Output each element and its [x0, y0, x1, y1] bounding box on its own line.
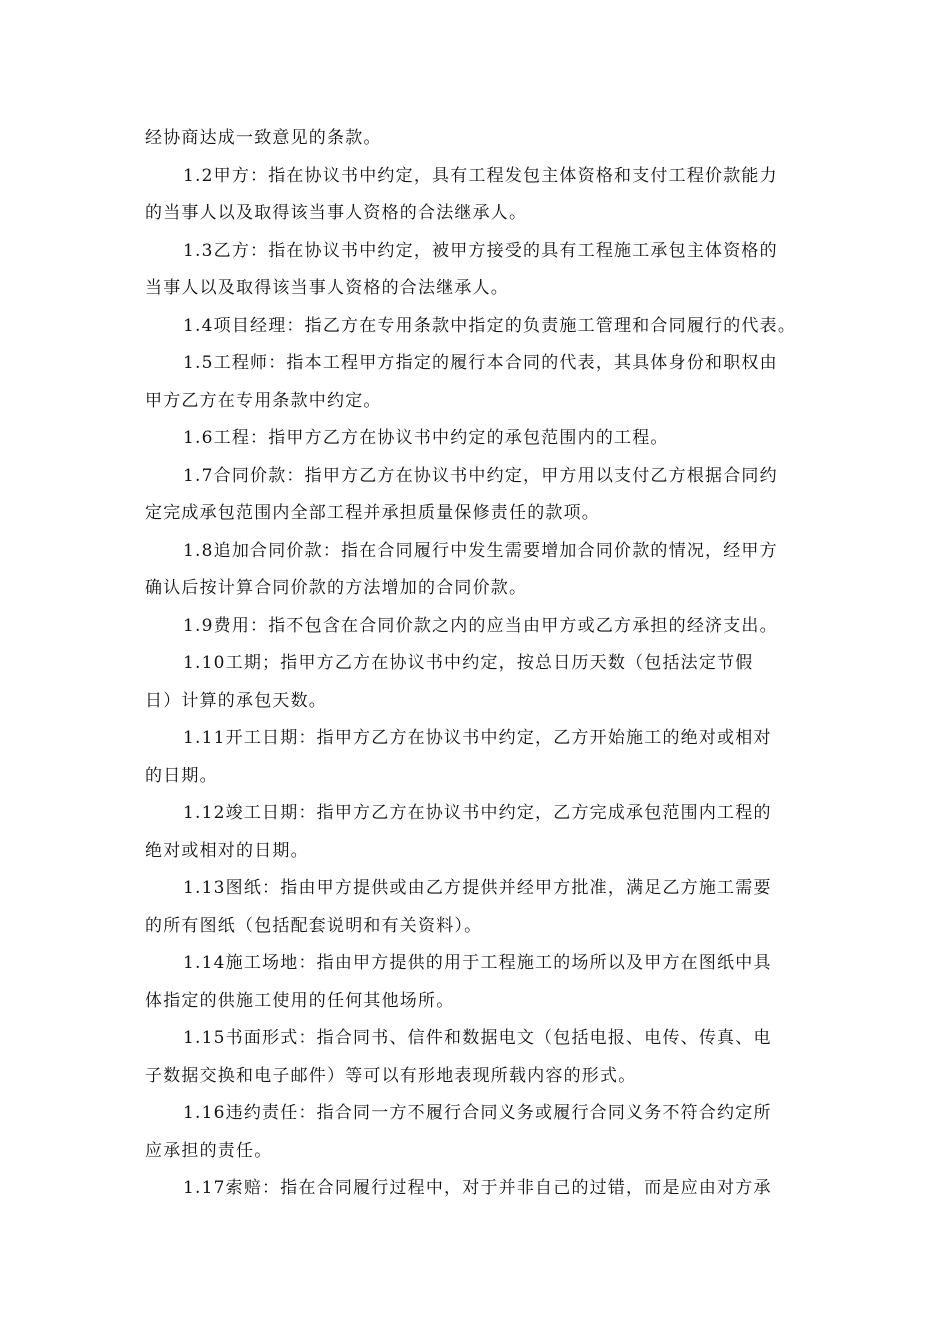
- text-line: 1.12竣工日期：指甲方乙方在协议书中约定，乙方完成承包范围内工程的: [183, 803, 772, 823]
- text-line: 1.2甲方：指在协议书中约定，具有工程发包主体资格和支付工程价款能力: [183, 165, 778, 186]
- text-line: 1.16违约责任：指合同一方不履行合同义务或履行合同义务不符合约定所: [183, 1103, 772, 1123]
- text-line: 1.17索赔：指在合同履行过程中，对于并非自己的过错，而是应由对方承: [183, 1178, 772, 1198]
- text-line: 确认后按计算合同价款的方法增加的合同价款。: [145, 578, 528, 598]
- text-line: 经协商达成一致意见的条款。: [145, 128, 382, 148]
- text-line: 1.4项目经理：指乙方在专用条款中指定的负责施工管理和合同履行的代表。: [183, 315, 797, 336]
- text-line: 1.14施工场地：指由甲方提供的用于工程施工的场所以及甲方在图纸中具: [183, 953, 772, 973]
- text-line: 1.10工期；指甲方乙方在协议书中约定，按总日历天数（包括法定节假: [183, 653, 754, 673]
- text-line: 的当事人以及取得该当事人资格的合法继承人。: [145, 203, 528, 223]
- text-line: 1.5工程师：指本工程甲方指定的履行本合同的代表，其具体身份和职权由: [183, 353, 778, 373]
- text-line: 应承担的责任。: [145, 1140, 273, 1161]
- text-line: 1.9费用：指不包含在合同价款之内的应当由甲方或乙方承担的经济支出。: [183, 615, 778, 636]
- text-line: 1.8追加合同价款：指在合同履行中发生需要增加合同价款的情况，经甲方: [183, 540, 778, 561]
- text-line: 1.6工程：指甲方乙方在协议书中约定的承包范围内的工程。: [183, 428, 669, 448]
- text-line: 子数据交换和电子邮件）等可以有形地表现所载内容的形式。: [145, 1065, 637, 1086]
- text-line: 1.11开工日期：指甲方乙方在协议书中约定，乙方开始施工的绝对或相对: [183, 728, 772, 748]
- text-line: 日）计算的承包天数。: [145, 690, 327, 711]
- text-line: 定完成承包范围内全部工程并承担质量保修责任的款项。: [145, 503, 600, 523]
- text-line: 绝对或相对的日期。: [145, 840, 309, 861]
- text-line: 甲方乙方在专用条款中约定。: [145, 390, 382, 411]
- text-line: 1.13图纸：指由甲方提供或由乙方提供并经甲方批准，满足乙方施工需要: [183, 878, 772, 898]
- text-line: 的日期。: [145, 765, 218, 786]
- text-line: 体指定的供施工使用的任何其他场所。: [145, 990, 455, 1011]
- text-line: 当事人以及取得该当事人资格的合法继承人。: [145, 278, 509, 298]
- document-body: [145, 120, 810, 1208]
- text-line: 1.15书面形式：指合同书、信件和数据电文（包括电报、电传、传真、电: [183, 1028, 772, 1048]
- text-line: 的所有图纸（包括配套说明和有关资料）。: [145, 915, 483, 936]
- text-line: 1.3乙方：指在协议书中约定，被甲方接受的具有工程施工承包主体资格的: [183, 240, 778, 261]
- text-line: 1.7合同价款：指甲方乙方在协议书中约定，甲方用以支付乙方根据合同约: [183, 465, 778, 486]
